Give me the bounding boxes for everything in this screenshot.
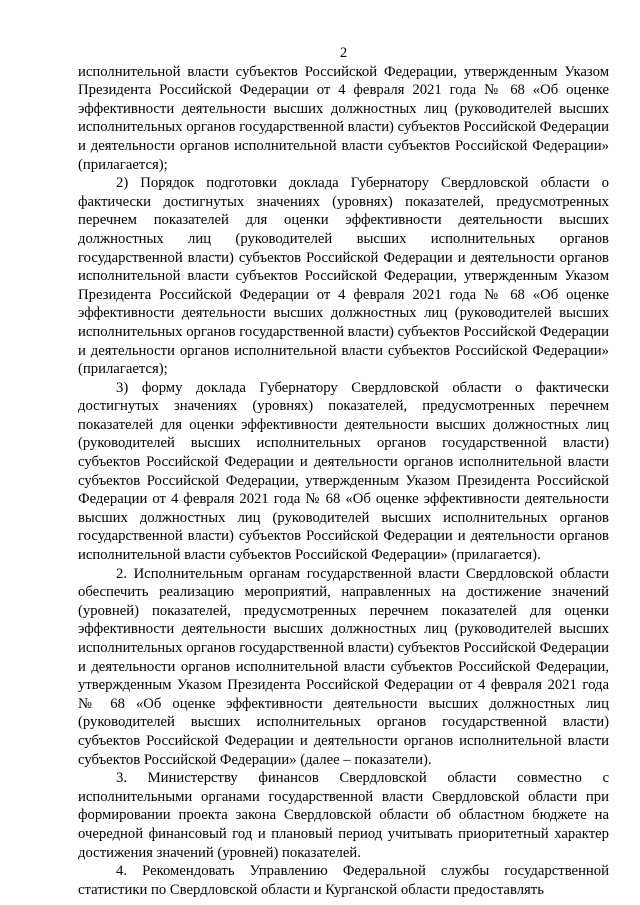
paragraph-item-2: 2) Порядок подготовки доклада Губернатору Свердловской области о фактически достигнутых значениях (уровнях) показателей, предусмотренных перечнем показателей для оценки эффективности деятельности высших должностных лиц (руководителей высших исполнительных органов государственной власти) субъектов Российской Федерации и деятельности органов исполнительной власти субъектов Российской Федерации, утвержденным Указом Президента Российской Федерации от 4 февраля 2021 года № 68 «Об оценке эффективности деятельности высших должностных лиц (руководителей высших исполнительных органов государственной власти) субъектов Российской Федерации и деятельности органов исполнительной власти субъектов Российской Федерации» (прилагается); [78, 175, 609, 378]
paragraph-section-3: 3. Министерству финансов Свердловской области совместно с исполнительными органами государственной власти Свердловской области при формировании проекта закона Свердловской области об областном бюджете на очередной финансовый год и плановый период учитывать приоритетный характер достижения значений (уровней) показателей. [78, 770, 609, 861]
paragraph-item-3: 3) форму доклада Губернатору Свердловской области о фактически достигнутых значениях (уровнях) показателей, предусмотренных перечнем показателей для оценки эффективности деятельности высших должностных лиц (руководителей высших исполнительных органов государственной власти) субъектов Российской Федерации и деятельности органов исполнительной власти субъектов Российской Федерации, утвержденным Указом Президента Российской Федерации от 4 февраля 2021 года № 68 «Об оценке эффективности деятельности высших должностных лиц (руководителей высших исполнительных органов государственной власти) субъектов Российской Федерации и деятельности органов исполнительной власти субъектов Российской Федерации» (прилагается). [78, 379, 609, 564]
paragraph-section-2: 2. Исполнительным органам государственной власти Свердловской области обеспечить реализацию мероприятий, направленных на достижение значений (уровней) показателей, предусмотренных перечнем показателей для оценки эффективности деятельности высших должностных лиц (руководителей высших исполнительных органов государственной власти) субъектов Российской Федерации и деятельности органов исполнительной власти субъектов Российской Федерации, утвержденным Указом Президента Российской Федерации от 4 февраля 2021 года № 68 «Об оценке эффективности деятельности высших должностных лиц (руководителей высших исполнительных органов государственной власти) субъектов Российской Федерации и деятельности органов исполнительной власти субъектов Российской Федерации» (далее – показатели). [78, 565, 609, 768]
paragraph-section-4: 4. Рекомендовать Управлению Федеральной службы государственной статистики по Свердловской области и Курганской области предоставлять [78, 863, 609, 898]
document-page [78, 38, 609, 899]
paragraph-continuation: исполнительной власти субъектов Российской Федерации, утвержденным Указом Президента Российской Федерации от 4 февраля 2021 года № 68 «Об оценке эффективности деятельности высших должностных лиц (руководителей высших исполнительных органов государственной власти) субъектов Российской Федерации и деятельности органов исполнительной власти субъектов Российской Федерации» (прилагается); [78, 63, 609, 173]
page-number: 2 [339, 45, 348, 61]
